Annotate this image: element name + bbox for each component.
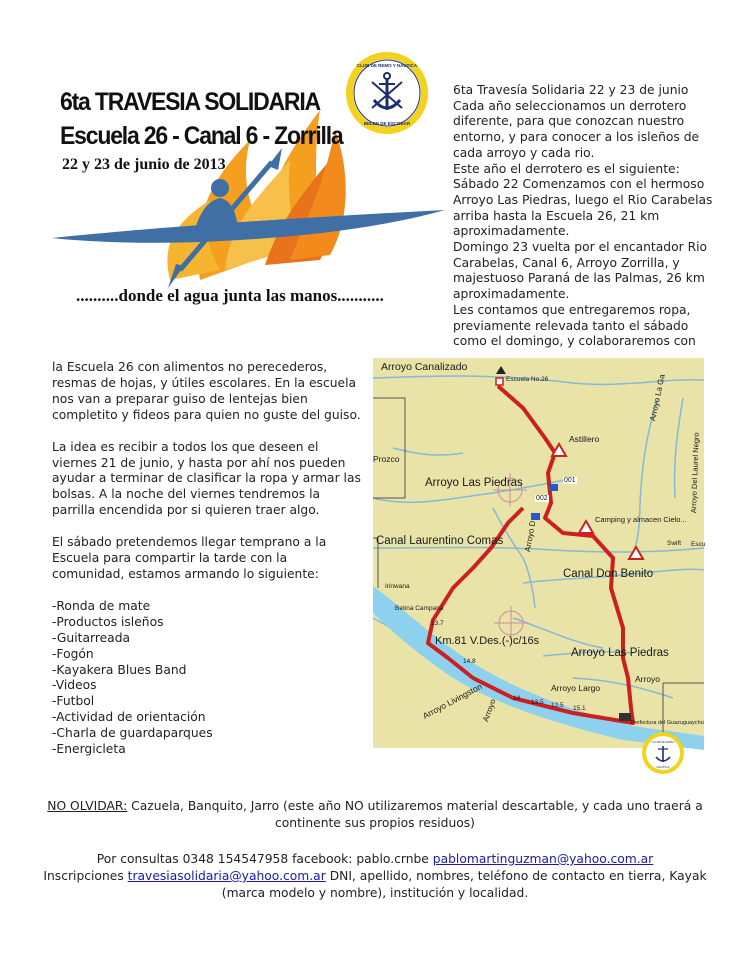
event-date: 22 y 23 de junio de 2013 bbox=[62, 156, 226, 173]
logo-small-top-text: CLUB DE REMO bbox=[651, 740, 675, 744]
reminder-text-continued: continente sus propios residuos) bbox=[275, 816, 475, 830]
registration-email-link[interactable]: travesiasolidaria@yahoo.com.ar bbox=[127, 869, 326, 883]
map-label: Arroyo D bbox=[523, 519, 538, 553]
map-label: Escuela No.26 bbox=[506, 376, 549, 383]
registration-prefix: Inscripciones bbox=[43, 869, 128, 883]
route-paragraph-sunday: Domingo 23 vuelta por el encantador Rio Carabelas, Canal 6, Arroyo Zorrilla, y majestuoso Paraná de las Palmas, 26 km aproximadamente. bbox=[453, 240, 708, 302]
waypoint-label: 001 bbox=[564, 477, 576, 484]
reminder-label: NO OLVIDAR: bbox=[47, 799, 128, 813]
registration-requirements: DNI, apellido, nombres, teléfono de contacto en tierra, Kayak bbox=[325, 869, 707, 883]
map-label: Arroyo Las Piedras bbox=[425, 477, 523, 489]
tagline: ..........donde el agua junta las manos........... bbox=[76, 286, 384, 305]
map-label: Swift bbox=[667, 540, 682, 547]
logo-small-bottom-text: NAUTICA bbox=[656, 765, 670, 769]
map-label: Arroyo Livingston bbox=[421, 681, 484, 721]
list-item: -Fogón bbox=[52, 646, 94, 661]
depth-label: 14 bbox=[513, 695, 521, 702]
club-logo-small bbox=[642, 732, 684, 774]
intro-text bbox=[453, 83, 723, 350]
depth-label: 13.7 bbox=[431, 620, 444, 627]
contact-email-link[interactable]: pablomartinguzman@yahoo.com.ar bbox=[432, 852, 654, 866]
list-item: -Actividad de orientación bbox=[52, 710, 206, 725]
map-label: Prozco bbox=[373, 454, 400, 464]
map-label: Astillero bbox=[569, 434, 600, 444]
map-label: Escu bbox=[691, 541, 706, 548]
list-item: -Guitarreada bbox=[52, 630, 131, 645]
depth-label: 15.1 bbox=[573, 705, 586, 712]
map-label: Prefectura del Guazuguaychú bbox=[631, 720, 704, 726]
map-label: Arroyo Las Piedras bbox=[571, 647, 669, 659]
map-label: Km.81 V.Des.(-)c/16s bbox=[435, 635, 540, 647]
activities-list bbox=[52, 599, 362, 758]
registration-line bbox=[0, 868, 750, 885]
friday-paragraph: La idea es recibir a todos los que deseen el viernes 21 de junio, y hasta por ahí nos pueden ayudar a terminar de clasificar la ropa y armar las bolsas. A la noche del viernes tendremos la parrilla encendida por si quieren traer algo. bbox=[52, 439, 361, 518]
map-label: Arroyo bbox=[481, 697, 498, 724]
list-item: -Productos isleños bbox=[52, 614, 164, 629]
donation-paragraph: Les contamos que entregaremos ropa, previamente relevada tanto el sábado como el domingo, y colaboraremos con bbox=[453, 302, 696, 349]
details-text bbox=[52, 360, 362, 758]
map-label: Camping y almacen Cielo... bbox=[595, 515, 687, 524]
map-label: Canal Laurentino Comas bbox=[376, 535, 504, 547]
reminder-line bbox=[0, 798, 750, 815]
map-label: Arroyo La Ga bbox=[648, 373, 667, 422]
map-label: Arroyo Canalizado bbox=[381, 361, 468, 373]
list-item: -Ronda de mate bbox=[52, 598, 151, 613]
route-map bbox=[373, 358, 704, 748]
page-title: 6ta TRAVESIA SOLIDARIA bbox=[60, 88, 320, 116]
list-item: -Energicleta bbox=[52, 742, 126, 757]
logo-top-text: CLUB DE REMO Y NAUTICA bbox=[356, 63, 418, 68]
waypoint-label: 002 bbox=[536, 495, 548, 502]
contact-text: Por consultas 0348 154547958 facebook: pablo.crnbe bbox=[96, 852, 433, 866]
contact-line bbox=[0, 851, 750, 868]
list-item: -Kayakera Blues Band bbox=[52, 662, 187, 677]
map-label: Canal Don Benito bbox=[563, 568, 654, 580]
list-item: -Futbol bbox=[52, 694, 95, 709]
registration-requirements-continued: (marca modelo y nombre), institución y localidad. bbox=[221, 886, 529, 900]
list-item: -Videos bbox=[52, 678, 97, 693]
depth-label: 12.5 bbox=[551, 702, 564, 709]
logo-bottom-text: BELEN DE ESCOBAR bbox=[363, 121, 411, 126]
intro-paragraph: 6ta Travesía Solidaria 22 y 23 de junio Cada año seleccionamos un derrotero diferente, para que conozcan nuestro entorno, y para conocer a los isleños de cada arroyo y cada rio. bbox=[453, 83, 700, 160]
route-paragraph-saturday: Este año el derrotero es el siguiente: Sábado 22 Comenzamos con el hermoso Arroyo Las Piedras, luego el Rio Carabelas arriba hasta la Escuela 26, 21 km aproximadamente. bbox=[453, 161, 713, 239]
anchor-icon bbox=[642, 732, 684, 774]
reminder-text: Cazuela, Banquito, Jarro (este año NO utilizaremos material descartable, y cada uno traerá a bbox=[127, 799, 703, 813]
map-label: Betina Campana bbox=[395, 605, 444, 612]
map-label: Irinwana bbox=[385, 583, 410, 590]
saturday-paragraph: El sábado pretendemos llegar temprano a la Escuela para compartir la tarde con la comunidad, estamos armando lo siguiente: bbox=[52, 535, 327, 581]
school-paragraph: la Escuela 26 con alimentos no perecederos, resmas de hojas, y útiles escolares. En la escuela nos van a preparar guiso de lentejas bien completito y fideos para quien no guste del guiso. bbox=[52, 360, 361, 422]
list-item: -Charla de guardaparques bbox=[52, 726, 213, 741]
map-label: Arroyo Del Laurel Negro bbox=[689, 432, 701, 514]
depth-label: 14.8 bbox=[463, 658, 476, 665]
page-subtitle: Escuela 26 - Canal 6 - Zorrilla bbox=[60, 122, 343, 150]
footer bbox=[0, 798, 750, 902]
map-label: Arroyo bbox=[635, 674, 661, 684]
anchor-icon bbox=[346, 52, 428, 134]
club-logo bbox=[346, 52, 428, 134]
map-label: Arroyo Largo bbox=[551, 683, 601, 693]
depth-label: 13.5 bbox=[531, 699, 544, 706]
